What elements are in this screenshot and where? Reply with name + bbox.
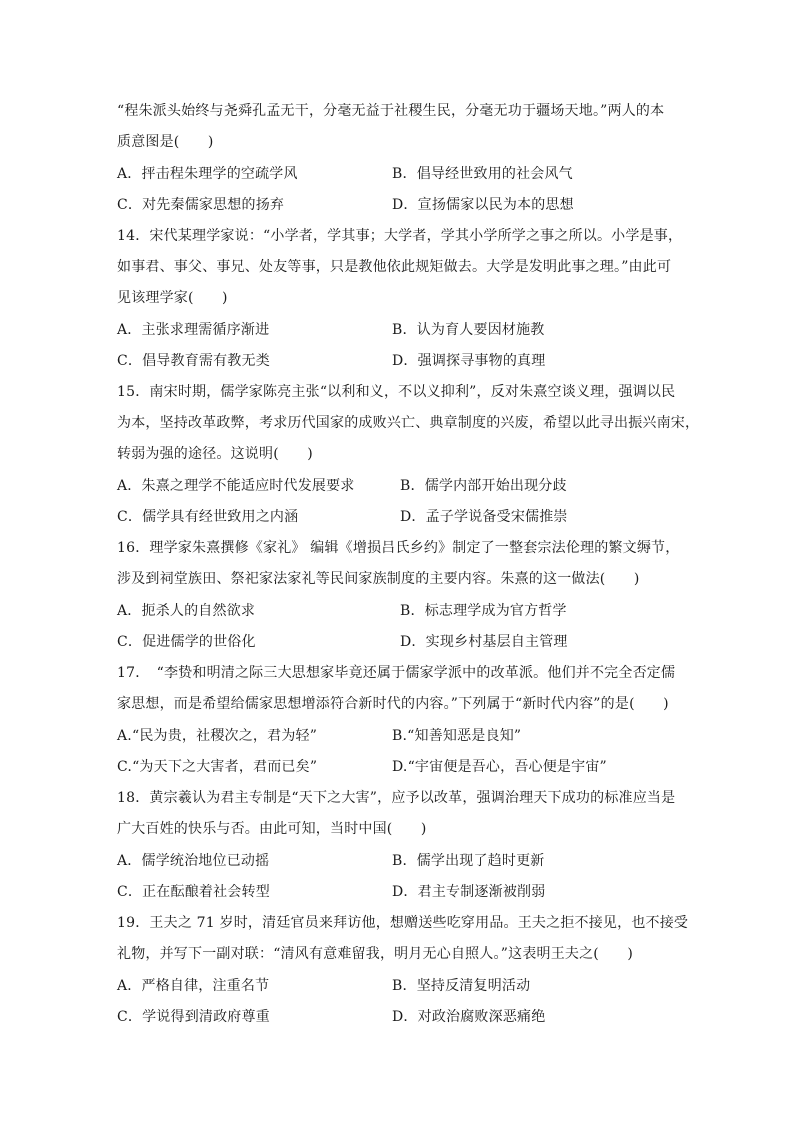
q17-option-c: C.“为天下之大害者，君而已矣” (117, 759, 318, 775)
q14-option-c: C．倡导教育需有教无类 (117, 353, 270, 369)
q17-option-a: A.“民为贵，社稷次之，君为轻” (117, 728, 318, 744)
q17-option-b: B.“知善知恶是良知” (392, 728, 522, 744)
q14-stem-line-2: 如事君、事父、事兄、处友等事，只是教他依此规矩做去。大学是发明此事之理。”由此可 (117, 259, 672, 275)
q14-option-d: D．强调探寻事物的真理 (392, 353, 546, 369)
q18-option-d: D．君主专制逐渐被削弱 (392, 884, 546, 900)
q14-option-a: A．主张求理需循序渐进 (117, 322, 270, 338)
q19-option-b: B．坚持反清复明活动 (392, 978, 531, 994)
q17-stem-line-2: 家思想，而是希望给儒家思想增添符合新时代的内容。”下列属于“新时代内容”的是( ) (117, 696, 669, 712)
q16-stem-line-1: 16．理学家朱熹撰修《家礼》 编辑《增损吕氏乡约》制定了一整套宗法伦理的繁文缛节， (117, 540, 680, 556)
q19-option-d: D．对政治腐败深恶痛绝 (392, 1009, 546, 1025)
q18-stem-line-2: 广大百姓的快乐与否。由此可知，当时中国( ) (117, 821, 427, 837)
q15-option-b: B．儒学内部开始出现分歧 (400, 478, 567, 494)
q16-option-c: C．促进儒学的世俗化 (117, 634, 256, 650)
q16-option-d: D．实现乡村基层自主管理 (400, 634, 568, 650)
q13-option-b: B．倡导经世致用的社会风气 (392, 166, 573, 182)
q19-stem-line-1: 19．王夫之 71 岁时，清廷官员来拜访他，想赠送些吃穿用品。王夫之拒不接见，也不接受 (117, 915, 689, 931)
q15-stem-line-2: 为本，坚持改革政弊，考求历代国家的成败兴亡、典章制度的兴废，希望以此寻出振兴南宋， (117, 415, 700, 431)
q13-option-d: D．宣扬儒家以民为本的思想 (392, 197, 574, 213)
q19-stem-line-2: 礼物，并写下一副对联：“清风有意难留我，明月无心自照人。”这表明王夫之( ) (117, 946, 634, 962)
q15-option-d: D．孟子学说备受宋儒推崇 (400, 509, 568, 525)
q15-stem-line-1: 15．南宋时期，儒学家陈亮主张“以利和义，不以义抑利”，反对朱熹空谈义理，强调以民 (117, 384, 676, 400)
q13-option-a: A．抨击程朱理学的空疏学风 (117, 166, 298, 182)
q13-stem-line-1: “程朱派头始终与尧舜孔孟无干，分毫无益于社稷生民，分毫无功于疆场天地。”两人的本 (117, 103, 665, 119)
q17-option-d: D.“宇宙便是吾心，吾心便是宇宙” (392, 759, 607, 775)
q14-option-b: B．认为育人要因材施教 (392, 322, 545, 338)
q19-option-a: A．严格自律，注重名节 (117, 978, 270, 994)
q13-stem-line-2: 质意图是( ) (117, 134, 214, 150)
q18-option-a: A．儒学统治地位已动摇 (117, 853, 270, 869)
q18-option-b: B．儒学出现了趋时更新 (392, 853, 545, 869)
q18-option-c: C．正在酝酿着社会转型 (117, 884, 270, 900)
q13-option-c: C．对先秦儒家思想的扬弃 (117, 197, 285, 213)
q19-option-c: C．学说得到清政府尊重 (117, 1009, 270, 1025)
q18-stem-line-1: 18．黄宗羲认为君主专制是“天下之大害”，应予以改革，强调治理天下成功的标准应当是 (117, 790, 676, 806)
q15-option-c: C．儒学具有经世致用之内涵 (117, 509, 299, 525)
q16-option-b: B．标志理学成为官方哲学 (400, 603, 567, 619)
q14-stem-line-3: 见该理学家( ) (117, 290, 228, 306)
q15-stem-line-3: 转弱为强的途径。这说明( ) (117, 446, 313, 462)
q14-stem-line-1: 14．宋代某理学家说：“小学者，学其事；大学者，学其小学所学之事之所以。小学是事， (117, 228, 683, 244)
q16-option-a: A．扼杀人的自然欲求 (117, 603, 256, 619)
q17-stem-line-1: 17． “李贽和明清之际三大思想家毕竟还属于儒家学派中的改革派。他们并不完全否定儒 (117, 665, 676, 681)
q16-stem-line-2: 涉及到祠堂族田、祭祀家法家礼等民间家族制度的主要内容。朱熹的这一做法( ) (117, 571, 640, 587)
q15-option-a: A．朱熹之理学不能适应时代发展要求 (117, 478, 355, 494)
